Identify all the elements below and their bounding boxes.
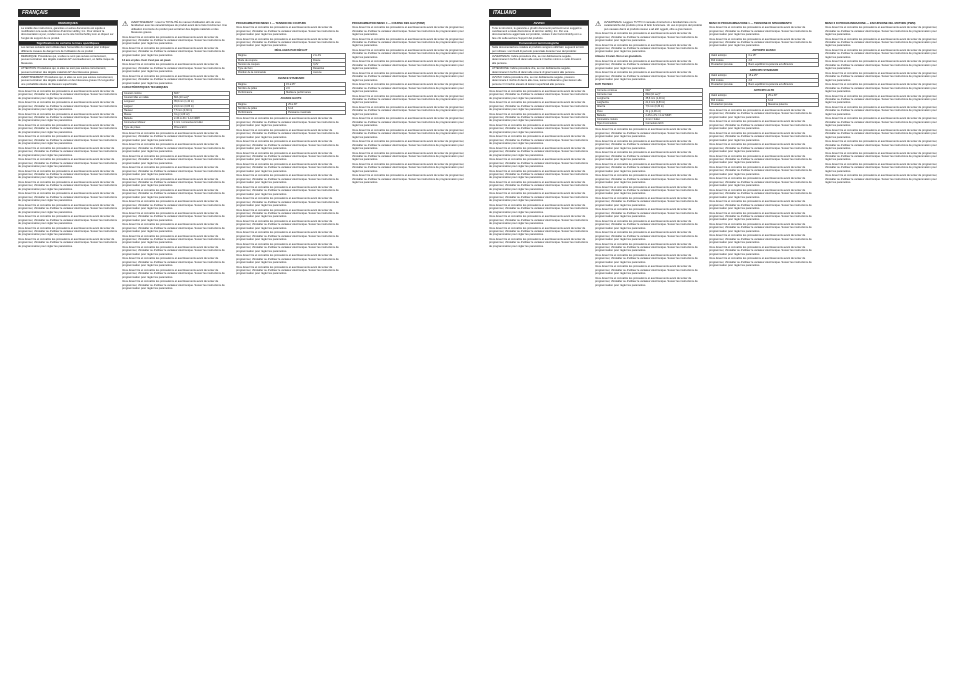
table-cell: Position de la commande <box>237 71 312 75</box>
table-cell: Tension de coupure <box>237 62 312 66</box>
paragraph: Vous devez lire et connaître les précautions et avertissements avant de tenter de programmer, d'installer ou d'utiliser le variateur électronique. Suivez les instructions de programmation pour régler les paramètres. <box>709 211 812 222</box>
table-row <box>237 91 346 95</box>
table-cell: Puissance maximale <box>287 111 346 115</box>
spec-cell: 2-4S Li-Po / 4-12 NiMH <box>173 117 230 121</box>
paragraph: Vous devez lire et connaître les précautions et avertissements avant de tenter de programmer, d'installer ou d'utiliser le variateur électronique. Suivez les instructions de programmation pour régler les paramètres. <box>595 185 698 196</box>
spec-cell: Prises EC3 <box>173 125 230 129</box>
paragraph: Vous devez lire et connaître les précautions et avertissements avant de tenter de programmer, d'installer ou d'utiliser le variateur électronique. Suivez les instructions de programmation pour régler les paramètres. <box>709 177 812 188</box>
table-cell: Douce <box>312 58 346 62</box>
spec-cell: Connettore motore <box>596 118 644 122</box>
table-cell: Buon equilibrio tra potenza ed efficienza <box>747 82 819 86</box>
paragraph: Vous devez lire et connaître les précautions et avertissements avant de tenter de programmer, d'installer ou d'utiliser le variateur électronique. Suivez les instructions de programmation pour régler les paramètres. <box>122 143 225 154</box>
paragraph: Vous devez lire et connaître les précautions et avertissements avant de tenter de programmer, d'installer ou d'utiliser le variateur électronique. Suivez les instructions de programmation pour régler les paramètres. <box>236 37 339 48</box>
paragraph: Vous devez lire et connaître les précautions et avertissements avant de tenter de programmer, d'installer ou d'utiliser le variateur électronique. Suivez les instructions de programmation pour régler les paramètres. <box>489 180 589 191</box>
right-page-italian <box>477 0 954 675</box>
paragraph: Vous devez lire et connaître les précautions et avertissements avant de tenter de programmer, d'installer ou d'utiliser le variateur électronique. Suivez les instructions de programmation pour régler les paramètres. <box>18 112 118 123</box>
table-cell: Performance <box>237 111 287 115</box>
notice-def: AVVERTENZA: Indica procedure che, se non debitamente seguite, determinano il rischio di danni alle cose E il rischio minimo o nullo di lesioni alle persone. <box>490 53 588 65</box>
spec-cell: 21,0 mm (0,83 in) <box>644 101 703 105</box>
paragraph: Vous devez lire et connaître les précautions et avertissements avant de tenter de programmer, d'installer ou d'utiliser le variateur électronique. Suivez les instructions de programmation pour régler les paramètres. <box>122 268 225 279</box>
paragraph: Vous devez lire et connaître les précautions et avertissements avant de tenter de programmer, d'installer ou d'utiliser le variateur électronique. Suivez les instructions de programmation pour régler les paramètres. <box>18 158 118 168</box>
body-text <box>352 26 467 185</box>
paragraph: Vous devez lire et connaître les précautions et avertissements avant de tenter de programmer, d'installer ou d'utiliser le variateur électronique. Suivez les instructions de programmation pour régler les paramètres. <box>595 208 698 219</box>
spec-cell: Masse <box>123 113 173 117</box>
paragraph: Vous devez lire et connaître les précautions et avertissements avant de tenter de programmer, d'installer ou d'utiliser le variateur électronique. Suivez les instructions de programmation pour régler les paramètres. <box>236 242 339 253</box>
table-cell: 25 a 30° <box>767 94 819 98</box>
paragraph: Vous devez lire et connaître les précautions et avertissements avant de tenter de programmer, d'installer ou d'utiliser le variateur électronique. Suivez les instructions de programmation pour régler les paramètres. <box>352 162 465 173</box>
language-tab: ITALIANO <box>489 9 551 17</box>
warning-triangle-icon: ⚠ <box>595 21 602 28</box>
paragraph: Vous devez lire et connaître les précautions et avertissements avant de tenter de programmer, d'installer ou d'utiliser le variateur électronique. Suivez les instructions de programmation pour régler les paramètres. <box>709 120 812 131</box>
paragraph: Vous devez lire et connaître les précautions et avertissements avant de tenter de programmer, d'installer ou d'utiliser le variateur électronique. Suivez les instructions de programmation pour régler les paramètres. <box>236 185 339 196</box>
spec-cell: Corrente continua <box>596 88 644 92</box>
paragraph: Vous devez lire et connaître les précautions et avertissements avant de tenter de programmer, d'installer ou d'utiliser le variateur électronique. Suivez les instructions de programmation pour régler les paramètres. <box>489 192 589 203</box>
body-text <box>489 90 589 249</box>
paragraph: Vous devez lire et connaître les précautions et avertissements avant de tenter de programmer, d'installer ou d'utiliser le variateur électronique. Suivez les instructions de programmation pour régler les paramètres. <box>18 123 118 134</box>
table-cell: 2-6 <box>747 58 819 62</box>
paragraph: Vous devez lire et connaître les précautions et avertissements avant de tenter de programmer, d'installer ou d'utiliser le variateur électronique. Suivez les instructions de programmation pour régler les paramètres. <box>18 192 118 203</box>
section-heading: MENU 6 DI PROGRAMMAZIONE — ESCURSIONE DEL MOTORE (PWM) <box>825 21 916 25</box>
table-title: RÉGLAGES PAR DÉFAUT <box>274 48 308 52</box>
paragraph: Vous devez lire et connaître les précautions et avertissements avant de tenter de programmer, d'installer ou d'utiliser le variateur électronique. Suivez les instructions de programmation pour régler les paramètres. <box>489 226 589 237</box>
paragraph: Vous devez lire et connaître les précautions et avertissements avant de tenter de programmer, d'installer ou d'utiliser le variateur électronique. Suivez les instructions de programmation pour régler les paramètres. <box>709 143 812 153</box>
paragraph: Vous devez lire et connaître les précautions et avertissements avant de tenter de programmer, d'installer ou d'utiliser le variateur électronique. Suivez les instructions de programmation pour régler les paramètres. <box>352 151 465 162</box>
paragraph: Vous devez lire et connaître les précautions et avertissements avant de tenter de programmer, d'installer ou d'utiliser le variateur électronique. Suivez les instructions de programmation pour régler les paramètres. <box>825 83 938 93</box>
notice-intro: Tutte le istruzioni, le garanzie e gli altri documenti pertinenti sono soggetti a cambiamenti a totale discrezione di Horizon Hobby, Inc. Per una documentazione aggiornata sul prodotto, visitare il sito horizonhobby.com e fare clic sulla sezione Support del prodotto. <box>490 25 588 41</box>
section-heading: MENU DI PROGRAMMAZIONE 1 — TENSIONE DI SPEGNIMENTO <box>709 21 792 25</box>
column-3 <box>709 20 819 670</box>
spec-cell: Connettore EC3 <box>644 122 703 126</box>
specs-table <box>122 91 230 130</box>
paragraph: Vous devez lire et connaître les précautions et avertissements avant de tenter de programmer, d'installer ou d'utiliser le variateur électronique. Suivez les instructions de programmation pour régler les paramètres. <box>709 200 812 211</box>
paragraph: Vous devez lire et connaître les précautions et avertissements avant de tenter de programmer, d'installer ou d'utiliser le variateur électronique. Suivez les instructions de programmation pour régler les paramètres. <box>18 146 118 157</box>
paragraph: Vous devez lire et connaître les précautions et avertissements avant de tenter de programmer, d'installer ou d'utiliser le variateur électronique. Suivez les instructions de programmation pour régler les paramètres. <box>122 280 225 290</box>
paragraph: Vous devez lire et connaître les précautions et avertissements avant de tenter de programmer, d'installer ou d'utiliser le variateur électronique. Suivez les instructions de programmation pour régler les paramètres. <box>236 26 339 36</box>
paragraph: Vous devez lire et connaître les précautions et avertissements avant de tenter de programmer, d'installer ou d'utiliser le variateur électronique. Suivez les instructions de programmation pour régler les paramètres. <box>236 265 339 276</box>
warning-def: AVVISO: Indica procedure che, se non debitamente seguite, possono determinare il rischio di danni alle cose, lesioni collaterali e gravi lesioni alle persone O il rischio elevato di lesioni superficiali alle persone. <box>490 74 588 86</box>
spec-cell: Peso <box>596 109 644 113</box>
spec-cell: Batteria <box>596 113 644 117</box>
paragraph: Vous devez lire et connaître les précautions et avertissements avant de tenter de programmer, d'installer ou d'utiliser le variateur électronique. Suivez les instructions de programmation pour régler les paramètres. <box>18 215 118 225</box>
caution-def: ATTENZIONE: Indica procedure che, se non debitamente seguite, determinano il rischio di danni alle cose E di gravi lesioni alle persone. <box>490 66 588 75</box>
notice-def: REMARQUE: Procédures qui, si elles ne sont pas suivies correctement, peuvent entraîner des dégâts matériels ET éventuellement, un faible risque de blessures. <box>19 53 117 65</box>
paragraph: Vous devez lire et connaître les précautions et avertissements avant de tenter de programmer, d'installer ou d'utiliser le variateur électronique. Suivez les instructions de programmation pour régler les paramètres. <box>489 101 589 111</box>
table-title: ANTICIPO ALTO <box>753 88 775 92</box>
notice-header: REMARQUES <box>19 21 117 25</box>
paragraph: Vous devez lire et connaître les précautions et avertissements avant de tenter de programmer, d'installer ou d'utiliser le variateur électronique. Suivez les instructions de programmation pour régler les paramètres. <box>122 47 225 57</box>
table-cell: 0 a 15° <box>747 54 819 58</box>
specs-title: DATI TECNICI <box>595 83 613 87</box>
paragraph: Vous devez lire et connaître les précautions et avertissements avant de tenter de programmer, d'installer ou d'utiliser le variateur électronique. Suivez les instructions de programmation pour régler les paramètres. <box>352 105 465 116</box>
table-row <box>710 62 819 66</box>
spec-cell: 7,5 mm (0,30 in) <box>644 105 703 109</box>
column-1 <box>489 20 589 670</box>
spec-cell: Type de prises <box>123 125 173 129</box>
paragraph: Vous devez lire et connaître les précautions et avertissements avant de tenter de programmer, d'installer ou d'utiliser le variateur électronique. Suivez les instructions de programmation pour régler les paramètres. <box>825 128 938 139</box>
spec-cell: 31 g (1,09 oz) <box>644 109 703 113</box>
warning-text: AVERTISSEMENT : Lisez la TOTALITÉ du manuel d'utilisation afin de vous familiariser avec les caractéristiques du produit avant de le faire fonctionner. Une utilisation incorrecte du produit peut entraîner des dégâts matériels et des blessures graves. <box>131 21 228 35</box>
paragraph: Vous devez lire et connaître les précautions et avertissements avant de tenter de programmer, d'installer ou d'utiliser le variateur électronique. Suivez les instructions de programmation pour régler les paramètres. <box>122 131 225 142</box>
table-cell: 6-14 <box>767 98 819 102</box>
advance-tables <box>709 49 819 107</box>
paragraph: Vous devez lire et connaître les précautions et avertissements avant de tenter de programmer, d'installer ou d'utiliser le variateur électronique. Suivez les instructions de programmation pour régler les paramètres. <box>825 174 938 185</box>
spec-cell: 21,0 mm (0,83 in) <box>173 104 230 108</box>
paragraph: Vous devez lire et connaître les précautions et avertissements avant de tenter de programmer, d'installer ou d'utiliser le variateur électronique. Suivez les instructions de programmation pour régler les paramètres. <box>236 220 339 230</box>
paragraph: Vous devez lire et connaître les précautions et avertissements avant de tenter de programmer, d'installer ou d'utiliser le variateur électronique. Suivez les instructions de programmation pour régler les paramètres. <box>595 59 698 70</box>
body-text <box>595 32 703 54</box>
spec-cell: 35,6 mm (1,40 in) <box>644 97 703 101</box>
table-cell: Prestazioni previste <box>710 82 747 86</box>
paragraph: Vous devez lire et connaître les précautions et avertissements avant de tenter de programmer, d'installer ou d'utiliser le variateur électronique. Suivez les instructions de programmation pour régler les paramètres. <box>122 234 225 245</box>
paragraph: Vous devez lire et connaître les précautions et avertissements avant de tenter de programmer, d'installer ou d'utiliser le variateur électronique. Suivez les instructions de programmation pour régler les paramètres. <box>709 154 812 165</box>
table-cell: Poli motore <box>710 78 747 82</box>
section-heading: PROGRAMMATION MENU 1 — TENSION DE COUPURE <box>236 21 307 25</box>
paragraph: Vous devez lire et connaître les précautions et avertissements avant de tenter de programmer, d'installer ou d'utiliser le variateur électronique. Suivez les instructions de programmation pour régler les paramètres. <box>122 223 225 233</box>
paragraph: Vous devez lire et connaître les précautions et avertissements avant de tenter de programmer, d'installer ou d'utiliser le variateur électronique. Suivez les instructions de programmation pour régler les paramètres. <box>595 43 698 54</box>
paragraph: Vous devez lire et connaître les précautions et avertissements avant de tenter de programmer, d'installer ou d'utiliser le variateur électronique. Suivez les instructions de programmation pour régler les paramètres. <box>18 169 118 180</box>
column-3 <box>236 20 346 670</box>
table-row <box>710 102 819 106</box>
table-cell: Régime <box>237 82 285 86</box>
column-4 <box>352 20 467 670</box>
paragraph: Vous devez lire et connaître les précautions et avertissements avant de tenter de programmer, d'installer ou d'utiliser le variateur électronique. Suivez les instructions de programmation pour régler les paramètres. <box>825 26 938 36</box>
paragraph: Vous devez lire et connaître les précautions et avertissements avant de tenter de programmer, d'installer ou d'utiliser le variateur électronique. Suivez les instructions de programmation pour régler les paramètres. <box>352 60 465 71</box>
advance-table <box>236 82 346 96</box>
spec-cell: 80A (10 sec)* <box>173 96 230 100</box>
paragraph: Vous devez lire et connaître les précautions et avertissements avant de tenter de programmer, d'installer ou d'utiliser le variateur électronique. Suivez les instructions de programmation pour régler les paramètres. <box>489 215 589 225</box>
column-2 <box>595 20 703 670</box>
table-title: ANTICIPO STANDARD <box>749 68 779 72</box>
paragraph: Vous devez lire et connaître les précautions et avertissements avant de tenter de programmer, d'installer ou d'utiliser le variateur électronique. Suivez les instructions de programmation pour régler les paramètres. <box>352 174 465 185</box>
table-cell: Meilleure performance <box>285 91 346 95</box>
paragraph: Vous devez lire et connaître les précautions et avertissements avant de tenter de programmer, d'installer ou d'utiliser le variateur électronique. Suivez les instructions de programmation pour régler les paramètres. <box>18 89 118 100</box>
body-text <box>236 26 346 48</box>
paragraph: Vous devez lire et connaître les précautions et avertissements avant de tenter de programmer, d'installer ou d'utiliser le variateur électronique. Suivez les instructions de programmation pour régler les paramètres. <box>489 123 589 134</box>
paragraph: Vous devez lire et connaître les précautions et avertissements avant de tenter de programmer, d'installer ou d'utiliser le variateur électronique. Suivez les instructions de programmation pour régler les paramètres. <box>122 63 225 74</box>
table-cell: 6-14 <box>287 106 346 110</box>
spec-cell: Largeur <box>123 104 173 108</box>
body-text <box>709 109 819 268</box>
table-cell: Prestazioni previste <box>710 102 767 106</box>
table-cell: 15 a 25° <box>747 74 819 78</box>
paragraph: Vous devez lire et connaître les précautions et avertissements avant de tenter de programmer, d'installer ou d'utiliser le variateur électronique. Suivez les instructions de programmation pour régler les paramètres. <box>236 174 339 185</box>
warning-text: AVVERTENZA: Leggere TUTTO il manuale di istruzioni e familiarizzare con le caratteristiche del prodotto prima di farlo funzionare. Un uso improprio del prodotto può causare danni al prodotto stesso e ad altri oggetti, oltre a gravi lesioni. <box>604 21 703 31</box>
paragraph: Vous devez lire et connaître les précautions et avertissements avant de tenter de programmer, d'installer ou d'utiliser le variateur électronique. Suivez les instructions de programmation pour régler les paramètres. <box>825 151 938 162</box>
paragraph: Vous devez lire et connaître les précautions et avertissements avant de tenter de programmer, d'installer ou d'utiliser le variateur électronique. Suivez les instructions de programmation pour régler les paramètres. <box>595 71 698 82</box>
table-title: AVANCE HAUTE <box>280 97 302 101</box>
paragraph: Vous devez lire et connaître les précautions et avertissements avant de tenter de programmer, d'installer ou d'utiliser le variateur électronique. Suivez les instructions de programmation pour régler les paramètres. <box>595 151 698 162</box>
paragraph: Vous devez lire et connaître les précautions et avertissements avant de tenter de programmer, d'installer ou d'utiliser le variateur électronique. Suivez les instructions de programmation pour régler les paramètres. <box>352 83 465 93</box>
table-cell: Mode de coupure <box>237 58 312 62</box>
paragraph: Vous devez lire et connaître les précautions et avertissements avant de tenter de programmer, d'installer ou d'utiliser le variateur électronique. Suivez les instructions de programmation pour régler les paramètres. <box>709 234 812 245</box>
table-cell: Régime <box>237 54 312 58</box>
paragraph: Vous devez lire et connaître les précautions et avertissements avant de tenter de programmer, d'installer ou d'utiliser le variateur électronique. Suivez les instructions de programmation pour régler les paramètres. <box>709 257 812 268</box>
paragraph: Vous devez lire et connaître les précautions et avertissements avant de tenter de programmer, d'installer ou d'utiliser le variateur électronique. Suivez les instructions de programmation pour régler les paramètres. <box>595 253 698 264</box>
paragraph: Vous devez lire et connaître les précautions et avertissements avant de tenter de programmer, d'installer ou d'utiliser le variateur électronique. Suivez les instructions de programmation pour régler les paramètres. <box>236 197 339 208</box>
spec-cell: Batterie <box>123 117 173 121</box>
spec-cell: Courant continu <box>123 92 173 96</box>
paragraph: Vous devez lire et connaître les précautions et avertissements avant de tenter de programmer, d'installer ou d'utiliser le variateur électronique. Suivez les instructions de programmation pour régler les paramètres. <box>825 71 938 82</box>
table-cell: 25 à 30° <box>287 102 346 106</box>
spec-cell: 31 g (1,09 oz) <box>173 113 230 117</box>
warning-block <box>122 21 230 35</box>
table-cell: Nombre de pôles <box>237 86 285 90</box>
paragraph: Vous devez lire et connaître les précautions et avertissements avant de tenter de programmer, d'installer ou d'utiliser le variateur électronique. Suivez les instructions de programmation pour régler les paramètres. <box>122 257 225 268</box>
paragraph: Vous devez lire et connaître les précautions et avertissements avant de tenter de programmer, d'installer ou d'utiliser le variateur électronique. Suivez les instructions de programmation pour régler les paramètres. <box>352 140 465 150</box>
paragraph: Vous devez lire et connaître les précautions et avertissements avant de tenter de programmer, d'installer ou d'utiliser le variateur électronique. Suivez les instructions de programmation pour régler les paramètres. <box>595 219 698 230</box>
spec-cell: Altezza <box>596 105 644 109</box>
paragraph: Vous devez lire et connaître les précautions et avertissements avant de tenter de programmer, d'installer ou d'utiliser le variateur électronique. Suivez les instructions de programmation pour régler les paramètres. <box>709 223 812 233</box>
paragraph: Vous devez lire et connaître les précautions et avertissements avant de tenter de programmer, d'installer ou d'utiliser le variateur électronique. Suivez les instructions de programmation pour régler les paramètres. <box>18 101 118 111</box>
paragraph: Vous devez lire et connaître les précautions et avertissements avant de tenter de programmer, d'installer ou d'utiliser le variateur électronique. Suivez les instructions de programmation pour régler les paramètres. <box>352 37 465 48</box>
advance-tables <box>236 49 346 115</box>
paragraph: Vous devez lire et connaître les précautions et avertissements avant de tenter de programmer, d'installer ou d'utiliser le variateur électronique. Suivez les instructions de programmation pour régler les paramètres. <box>18 226 118 237</box>
terms-header: Signification de certains termes spécifiques <box>19 41 117 45</box>
table-cell: 15 à 25° <box>285 82 346 86</box>
table-cell: Buon equilibrio tra potenza ed efficienza <box>747 62 819 66</box>
table-cell: Nombre de pôles <box>237 106 287 110</box>
body-text <box>18 90 118 249</box>
paragraph: Vous devez lire et connaître les précautions et avertissements avant de tenter de programmer, d'installer ou d'utiliser le variateur électronique. Suivez les instructions de programmation pour régler les paramètres. <box>825 140 938 150</box>
table-row <box>710 82 819 86</box>
spec-cell: Longueur <box>123 100 173 104</box>
body-text <box>122 132 230 291</box>
column-2 <box>122 20 230 670</box>
notice-header: AVVISO <box>490 21 588 25</box>
paragraph: Vous devez lire et connaître les précautions et avertissements avant de tenter de programmer, d'installer ou d'utiliser le variateur électronique. Suivez les instructions de programmation pour régler les paramètres. <box>825 117 938 128</box>
notice-intro: La totalité des instructions, garanties et autres documents est sujette à modification à la seule discrétion d'Horizon Hobby, Inc. Pour obtenir la documentation à jour, rendez-vous sur le site horizonhobby.com et cliquez sur l'onglet de support de ce produit. <box>19 25 117 41</box>
paragraph: Vous devez lire et connaître les précautions et avertissements avant de tenter de programmer, d'installer ou d'utiliser le variateur électronique. Suivez les instructions de programmation pour régler les paramètres. <box>595 231 698 241</box>
paragraph: Vous devez lire et connaître les précautions et avertissements avant de tenter de programmer, d'installer ou d'utiliser le variateur électronique. Suivez les instructions de programmation pour régler les paramètres. <box>122 154 225 165</box>
paragraph: Vous devez lire et connaître les précautions et avertissements avant de tenter de programmer, d'installer ou d'utiliser le variateur électronique. Suivez les instructions de programmation pour régler les paramètres. <box>489 237 589 248</box>
spec-cell: 80A (10 sec)* <box>644 92 703 96</box>
paragraph: Vous devez lire et connaître les précautions et avertissements avant de tenter de programmer, d'installer ou d'utiliser le variateur électronique. Suivez les instructions de programmation pour régler les paramètres. <box>236 231 339 242</box>
paragraph: Vous devez lire et connaître les précautions et avertissements avant de tenter de programmer, d'installer ou d'utiliser le variateur électronique. Suivez les instructions de programmation pour régler les paramètres. <box>709 26 812 36</box>
paragraph: Vous devez lire et connaître les précautions et avertissements avant de tenter de programmer, d'installer ou d'utiliser le variateur électronique. Suivez les instructions de programmation pour régler les paramètres. <box>18 237 118 248</box>
table-cell: Régime <box>237 102 287 106</box>
spec-cell: Corrente max <box>596 92 644 96</box>
table-cell: Prestazioni previste <box>710 62 747 66</box>
paragraph: Vous devez lire et connaître les précautions et avertissements avant de tenter de programmer, d'installer ou d'utiliser le variateur électronique. Suivez les instructions de programmation pour régler les paramètres. <box>122 245 225 256</box>
paragraph: Vous devez lire et connaître les précautions et avertissements avant de tenter de programmer, d'installer ou d'utiliser le variateur électronique. Suivez les instructions de programmation pour régler les paramètres. <box>825 94 938 105</box>
spec-cell: Larghezza <box>596 101 644 105</box>
paragraph: Vous devez lire et connaître les précautions et avertissements avant de tenter de programmer, d'installer ou d'utiliser le variateur électronique. Suivez les instructions de programmation pour régler les paramètres. <box>709 165 812 176</box>
table-cell: Désactivé <box>312 66 346 70</box>
paragraph: Vous devez lire et connaître les précautions et avertissements avant de tenter de programmer, d'installer ou d'utiliser le variateur électronique. Suivez les instructions de programmation pour régler les paramètres. <box>122 200 225 211</box>
paragraph: Vous devez lire et connaître les précautions et avertissements avant de tenter de programmer, d'installer ou d'utiliser le variateur électronique. Suivez les instructions de programmation pour régler les paramètres. <box>236 128 339 139</box>
table-cell: Valori anticipo <box>710 74 747 78</box>
paragraph: Vous devez lire et connaître les précautions et avertissements avant de tenter de programmer, d'installer ou d'utiliser le variateur électronique. Suivez les instructions de programmation pour régler les paramètres. <box>489 158 589 168</box>
table-row <box>237 71 346 75</box>
paragraph: Vous devez lire et connaître les précautions et avertissements avant de tenter de programmer, d'installer ou d'utiliser le variateur électronique. Suivez les instructions de programmation pour régler les paramètres. <box>489 89 589 100</box>
section-heading: PROGRAMMATION MENU 4 — COURSE DES GAZ (PWM) <box>352 21 425 25</box>
paragraph: Vous devez lire et connaître les précautions et avertissements avant de tenter de programmer, d'installer ou d'utiliser le variateur électronique. Suivez les instructions de programmation pour régler les paramètres. <box>709 131 812 142</box>
paragraph: Vous devez lire et connaître les précautions et avertissements avant de tenter de programmer, d'installer ou d'utiliser le variateur électronique. Suivez les instructions de programmation pour régler les paramètres. <box>236 117 339 128</box>
table-cell: 2-6 <box>285 86 346 90</box>
terms-header: Convenzioni terminologiche <box>490 41 588 45</box>
body-text <box>595 60 703 82</box>
advance-table <box>709 53 819 67</box>
paragraph: Vous devez lire et connaître les précautions et avertissements avant de tenter de programmer, d'installer ou d'utiliser le variateur électronique. Suivez les instructions de programmation pour régler les paramètres. <box>595 242 698 253</box>
caution-def: ATTENTION: Procédures qui, si elles ne sont pas suivies correctement, peuvent entraîner des dégâts matériels ET des blessures graves. <box>19 66 117 75</box>
table-title: AVANCE STANDARD <box>277 77 305 81</box>
paragraph: Vous devez lire et connaître les précautions et avertissements avant de tenter de programmer, d'installer ou d'utiliser le variateur électronique. Suivez les instructions de programmation pour régler les paramètres. <box>825 37 938 48</box>
warning-def: AVERTISSEMENT: Procédures qui, si elles ne sont pas suivies correctement, peuvent entraîner des dégâts matériels et des blessures graves OU engendrer une probabilité élevée de blessure superficielle. <box>19 74 117 86</box>
spec-cell: 4 mm / connecteurs bullet <box>173 121 230 125</box>
body-text <box>236 117 346 276</box>
spec-cell: Courant Max en rafale <box>123 96 173 100</box>
spec-cell: 7,5 mm (0,30 in) <box>173 108 230 112</box>
advance-table <box>236 53 346 75</box>
age-note: 14 ans et plus. Ceci n'est pas un jouet. <box>122 58 172 62</box>
paragraph: Vous devez lire et connaître les précautions et avertissements avant de tenter de programmer, d'installer ou d'utiliser le variateur électronique. Suivez les instructions de programmation pour régler les paramètres. <box>489 135 589 146</box>
paragraph: Vous devez lire et connaître les précautions et avertissements avant de tenter de programmer, d'installer ou d'utiliser le variateur électronique. Suivez les instructions de programmation pour régler les paramètres. <box>352 128 465 139</box>
spec-row <box>123 125 230 129</box>
paragraph: Vous devez lire et connaître les précautions et avertissements avant de tenter de programmer, d'installer ou d'utiliser le variateur électronique. Suivez les instructions de programmation pour régler les paramètres. <box>122 188 225 199</box>
paragraph: Vous devez lire et connaître les précautions et avertissements avant de tenter de programmer, d'installer ou d'utiliser le variateur électronique. Suivez les instructions de programmation pour régler les paramètres. <box>18 180 118 191</box>
spec-cell: 35,6 mm (1,40 in) <box>173 100 230 104</box>
paragraph: Vous devez lire et connaître les précautions et avertissements avant de tenter de programmer, d'installer ou d'utiliser le variateur électronique. Suivez les instructions de programmation pour régler les paramètres. <box>595 162 698 173</box>
paragraph: Vous devez lire et connaître les précautions et avertissements avant de tenter de programmer, d'installer ou d'utiliser le variateur électronique. Suivez les instructions de programmation pour régler les paramètres. <box>595 265 698 276</box>
table-cell: Type de frein <box>237 66 312 70</box>
paragraph: Vous devez lire et connaître les précautions et avertissements avant de tenter de programmer, d'installer ou d'utiliser le variateur électronique. Suivez les instructions de programmation pour régler les paramètres. <box>352 48 465 59</box>
paragraph: Vous devez lire et connaître les précautions et avertissements avant de tenter de programmer, d'installer ou d'utiliser le variateur électronique. Suivez les instructions de programmation pour régler les paramètres. <box>709 188 812 199</box>
paragraph: Vous devez lire et connaître les précautions et avertissements avant de tenter de programmer, d'installer ou d'utiliser le variateur électronique. Suivez les instructions de programmation pour régler les paramètres. <box>489 112 589 123</box>
paragraph: Vous devez lire et connaître les précautions et avertissements avant de tenter de programmer, d'installer ou d'utiliser le variateur électronique. Suivez les instructions de programmation pour régler les paramètres. <box>595 174 698 184</box>
paragraph: Vous devez lire et connaître les précautions et avertissements avant de tenter de programmer, d'installer ou d'utiliser le variateur électronique. Suivez les instructions de programmation pour régler les paramètres. <box>709 37 812 48</box>
spec-cell: 4 mm / bullet <box>644 118 703 122</box>
spec-cell: Tipo di connettore <box>596 122 644 126</box>
paragraph: Vous devez lire et connaître les précautions et avertissements avant de tenter de programmer, d'installer ou d'utiliser le variateur électronique. Suivez les instructions de programmation pour régler les paramètres. <box>236 254 339 265</box>
spec-row <box>596 122 703 126</box>
age-note: Almeno 14 anni. Non è un giocattolo. <box>595 55 643 59</box>
table-cell: Valori anticipo <box>710 54 747 58</box>
advance-table <box>709 73 819 87</box>
warning-block <box>595 21 703 31</box>
paragraph: Vous devez lire et connaître les précautions et avertissements avant de tenter de programmer, d'installer ou d'utiliser le variateur électronique. Suivez les instructions de programmation pour régler les paramètres. <box>825 48 938 59</box>
table-cell: Massima potenza <box>767 102 819 106</box>
paragraph: Vous devez lire et connaître les précautions et avertissements avant de tenter de programmer, d'installer ou d'utiliser le variateur électronique. Suivez les instructions de programmation pour régler les paramètres. <box>595 139 698 150</box>
table-cell: Poli motore <box>710 58 747 62</box>
paragraph: Vous devez lire et connaître les précautions et avertissements avant de tenter de programmer, d'installer ou d'utiliser le variateur électronique. Suivez les instructions de programmation pour régler les paramètres. <box>489 203 589 214</box>
spec-cell: 2-4S Li-Po / 4-12 NiMH <box>644 113 703 117</box>
paragraph: Vous devez lire et connaître les précautions et avertissements avant de tenter de programmer, d'installer ou d'utiliser le variateur électronique. Suivez les instructions de programmation pour régler les paramètres. <box>236 151 339 162</box>
paragraph: Vous devez lire et connaître les précautions et avertissements avant de tenter de programmer, d'installer ou d'utiliser le variateur électronique. Suivez les instructions de programmation pour régler les paramètres. <box>122 211 225 222</box>
column-4 <box>825 20 943 670</box>
paragraph: Vous devez lire et connaître les précautions et avertissements avant de tenter de programmer, d'installer ou d'utiliser le variateur électronique. Suivez les instructions de programmation pour régler les paramètres. <box>352 71 465 82</box>
paragraph: Vous devez lire et connaître les précautions et avertissements avant de tenter de programmer, d'installer ou d'utiliser le variateur électronique. Suivez les instructions de programmation pour régler les paramètres. <box>352 26 465 36</box>
spec-cell: Hauteur <box>123 108 173 112</box>
table-cell: Valori anticipo <box>710 94 767 98</box>
table-cell: 2-6 <box>747 78 819 82</box>
specs-table <box>595 88 703 127</box>
paragraph: Vous devez lire et connaître les précautions et avertissements avant de tenter de programmer, d'installer ou d'utiliser le variateur électronique. Suivez les instructions de programmation pour régler les paramètres. <box>352 117 465 128</box>
specs-title: CARACTÉRISTIQUES TECHNIQUES <box>122 86 168 90</box>
table-title: ANTICIPO BASSO <box>752 48 776 52</box>
paragraph: Vous devez lire et connaître les précautions et avertissements avant de tenter de programmer, d'installer ou d'utiliser le variateur électronique. Suivez les instructions de programmation pour régler les paramètres. <box>595 196 698 207</box>
paragraph: Vous devez lire et connaître les précautions et avertissements avant de tenter de programmer, d'installer ou d'utiliser le variateur électronique. Suivez les instructions de programmation pour régler les paramètres. <box>595 32 698 43</box>
warning-triangle-icon: ⚠ <box>122 21 129 28</box>
paragraph: Vous devez lire et connaître les précautions et avertissements avant de tenter de programmer, d'installer ou d'utiliser le variateur électronique. Suivez les instructions de programmation pour régler les paramètres. <box>122 177 225 188</box>
table-row <box>237 111 346 115</box>
body-text <box>709 26 819 48</box>
table-cell: 3,2V <box>312 62 346 66</box>
paragraph: Vous devez lire et connaître les précautions et avertissements avant de tenter de programmer, d'installer ou d'utiliser le variateur électronique. Suivez les instructions de programmation pour régler les paramètres. <box>489 169 589 180</box>
terms-intro: Les termes suivants sont utilisés dans l'ensemble du manuel pour indiquer différents niveaux de danger lors de l'utilisation de ce produit : <box>19 45 117 54</box>
spec-cell: 60A* <box>644 88 703 92</box>
paragraph: Vous devez lire et connaître les précautions et avertissements avant de tenter de programmer, d'installer ou d'utiliser le variateur électronique. Suivez les instructions de programmation pour régler les paramètres. <box>236 208 339 219</box>
table-cell: Aucune <box>312 71 346 75</box>
paragraph: Vous devez lire et connaître les précautions et avertissements avant de tenter de programmer, d'installer ou d'utiliser le variateur électronique. Suivez les instructions de programmation pour régler les paramètres. <box>709 108 812 119</box>
paragraph: Vous devez lire et connaître les précautions et avertissements avant de tenter de programmer, d'installer ou d'utiliser le variateur électronique. Suivez les instructions de programmation pour régler les paramètres. <box>595 128 698 139</box>
paragraph: Vous devez lire et connaître les précautions et avertissements avant de tenter de programmer, d'installer ou d'utiliser le variateur électronique. Suivez les instructions de programmation pour régler les paramètres. <box>352 94 465 105</box>
column-1 <box>18 20 118 670</box>
table-cell: Performance <box>237 91 285 95</box>
body-text <box>122 63 230 85</box>
paragraph: Vous devez lire et connaître les précautions et avertissements avant de tenter de programmer, d'installer ou d'utiliser le variateur électronique. Suivez les instructions de programmation pour régler les paramètres. <box>236 162 339 173</box>
paragraph: Vous devez lire et connaître les précautions et avertissements avant de tenter de programmer, d'installer ou d'utiliser le variateur électronique. Suivez les instructions de programmation pour régler les paramètres. <box>595 276 698 287</box>
table-cell: 2 Li-Po <box>312 54 346 58</box>
paragraph: Vous devez lire et connaître les précautions et avertissements avant de tenter de programmer, d'installer ou d'utiliser le variateur électronique. Suivez les instructions de programmation pour régler les paramètres. <box>122 166 225 176</box>
paragraph: Vous devez lire et connaître les précautions et avertissements avant de tenter de programmer, d'installer ou d'utiliser le variateur électronique. Suivez les instructions de programmation pour régler les paramètres. <box>489 146 589 157</box>
paragraph: Vous devez lire et connaître les précautions et avertissements avant de tenter de programmer, d'installer ou d'utiliser le variateur électronique. Suivez les instructions de programmation pour régler les paramètres. <box>18 135 118 146</box>
paragraph: Vous devez lire et connaître les précautions et avertissements avant de tenter de programmer, d'installer ou d'utiliser le variateur électronique. Suivez les instructions de programmation pour régler les paramètres. <box>709 245 812 256</box>
paragraph: Vous devez lire et connaître les précautions et avertissements avant de tenter de programmer, d'installer ou d'utiliser le variateur électronique. Suivez les instructions de programmation pour régler les paramètres. <box>825 105 938 116</box>
spec-cell: 60A* <box>173 92 230 96</box>
notice-box <box>18 20 118 88</box>
paragraph: Vous devez lire et connaître les précautions et avertissements avant de tenter de programmer, d'installer ou d'utiliser le variateur électronique. Suivez les instructions de programmation pour régler les paramètres. <box>825 60 938 71</box>
notice-box <box>489 20 589 88</box>
paragraph: Vous devez lire et connaître les précautions et avertissements avant de tenter de programmer, d'installer ou d'utiliser le variateur électronique. Suivez les instructions de programmation pour régler les paramètres. <box>236 140 339 150</box>
paragraph: Vous devez lire et connaître les précautions et avertissements avant de tenter de programmer, d'installer ou d'utiliser le variateur électronique. Suivez les instructions de programmation pour régler les paramètres. <box>122 74 225 85</box>
body-text <box>825 26 943 185</box>
paragraph: Vous devez lire et connaître les précautions et avertissements avant de tenter de programmer, d'installer ou d'utiliser le variateur électronique. Suivez les instructions de programmation pour régler les paramètres. <box>825 162 938 173</box>
paragraph: Vous devez lire et connaître les précautions et avertissements avant de tenter de programmer, d'installer ou d'utiliser le variateur électronique. Suivez les instructions de programmation pour régler les paramètres. <box>18 203 118 214</box>
body-text <box>122 36 230 58</box>
spec-cell: Lunghezza <box>596 97 644 101</box>
table-cell: Poli motore <box>710 98 767 102</box>
advance-table <box>236 102 346 116</box>
language-tab: FRANÇAIS <box>18 9 80 17</box>
paragraph: Vous devez lire et connaître les précautions et avertissements avant de tenter de programmer, d'installer ou d'utiliser le variateur électronique. Suivez les instructions de programmation pour régler les paramètres. <box>122 35 225 46</box>
advance-table <box>709 93 819 107</box>
body-text <box>595 128 703 287</box>
terms-intro: Nella documentazione relativa al prodotto vengono utilizzati i seguenti termini per indicare i vari livelli di pericolo potenziale durante l'uso del prodotto: <box>490 45 588 54</box>
spec-cell: Connecteur Moteur <box>123 121 173 125</box>
